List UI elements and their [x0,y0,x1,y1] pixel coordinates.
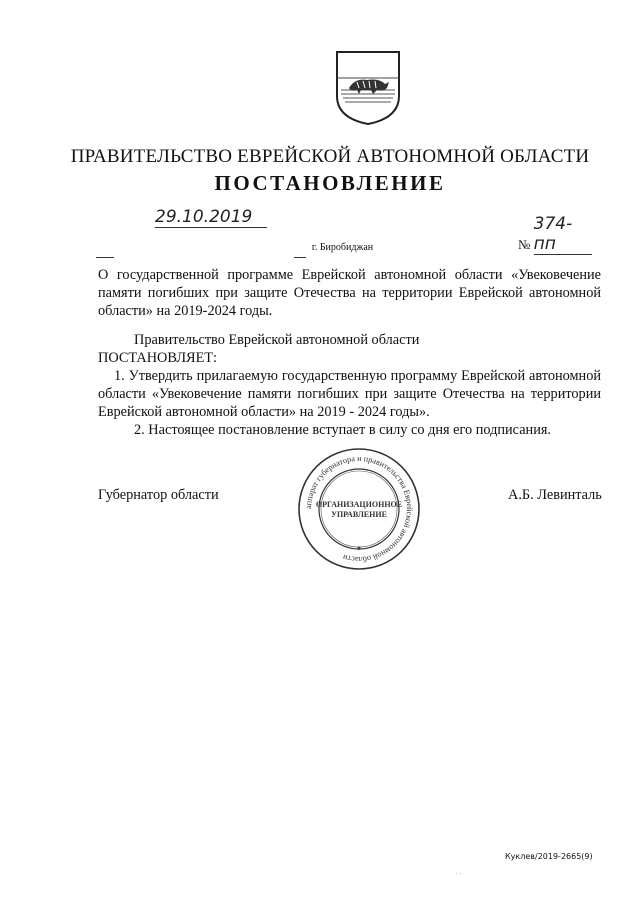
body-item-2: 2. Настоящее постановление вступает в силу со дня его подписания. [134,422,551,438]
number-sign: № [518,237,531,252]
body-intro: Правительство Еврейской автономной области [134,332,420,348]
coat-of-arms-icon [333,48,403,126]
official-seal [293,447,425,571]
scan-speck: · · [455,870,462,878]
decree-date: 29.10.2019 [155,207,267,228]
footer-registration: Куклев/2019-2665(9) [505,852,593,861]
body-resolves: ПОСТАНОВЛЯЕТ: [98,350,218,366]
city: г. Биробиджан [311,242,374,253]
seal-center-line-1: ОРГАНИЗАЦИОННОЕ [315,500,403,509]
body-item-1: 1. Утвердить прилагаемую государственную программу Еврейской автономной области «Увековечение памяти погибших при защите Отечества на территории Еврейской автономной области» на 2019 - 2024 годы». [98,368,601,420]
government-name: ПРАВИТЕЛЬСТВО ЕВРЕЙСКОЙ АВТОНОМНОЙ ОБЛАСТИ [70,146,590,167]
seal-star-icon: ✶ [355,544,363,553]
document-type: ПОСТАНОВЛЕНИЕ [214,171,446,195]
subject-corner-mark [96,257,114,258]
seal-center-line-2: УПРАВЛЕНИЕ [331,510,387,519]
signatory-position: Губернатор области [98,487,219,503]
decree-subject: О государственной программе Еврейской автономной области «Увековечение памяти погибших при защите Отечества на территории Еврейской автономной области» на 2019-2024 годы. [98,267,601,319]
decree-number: 374-пп [534,214,592,255]
signatory-name: А.Б. Левинталь [508,487,602,503]
subject-corner-mark [294,257,306,258]
seal-ring-text: аппарат губернатора и правительства Еврейской автономной области [303,453,415,565]
